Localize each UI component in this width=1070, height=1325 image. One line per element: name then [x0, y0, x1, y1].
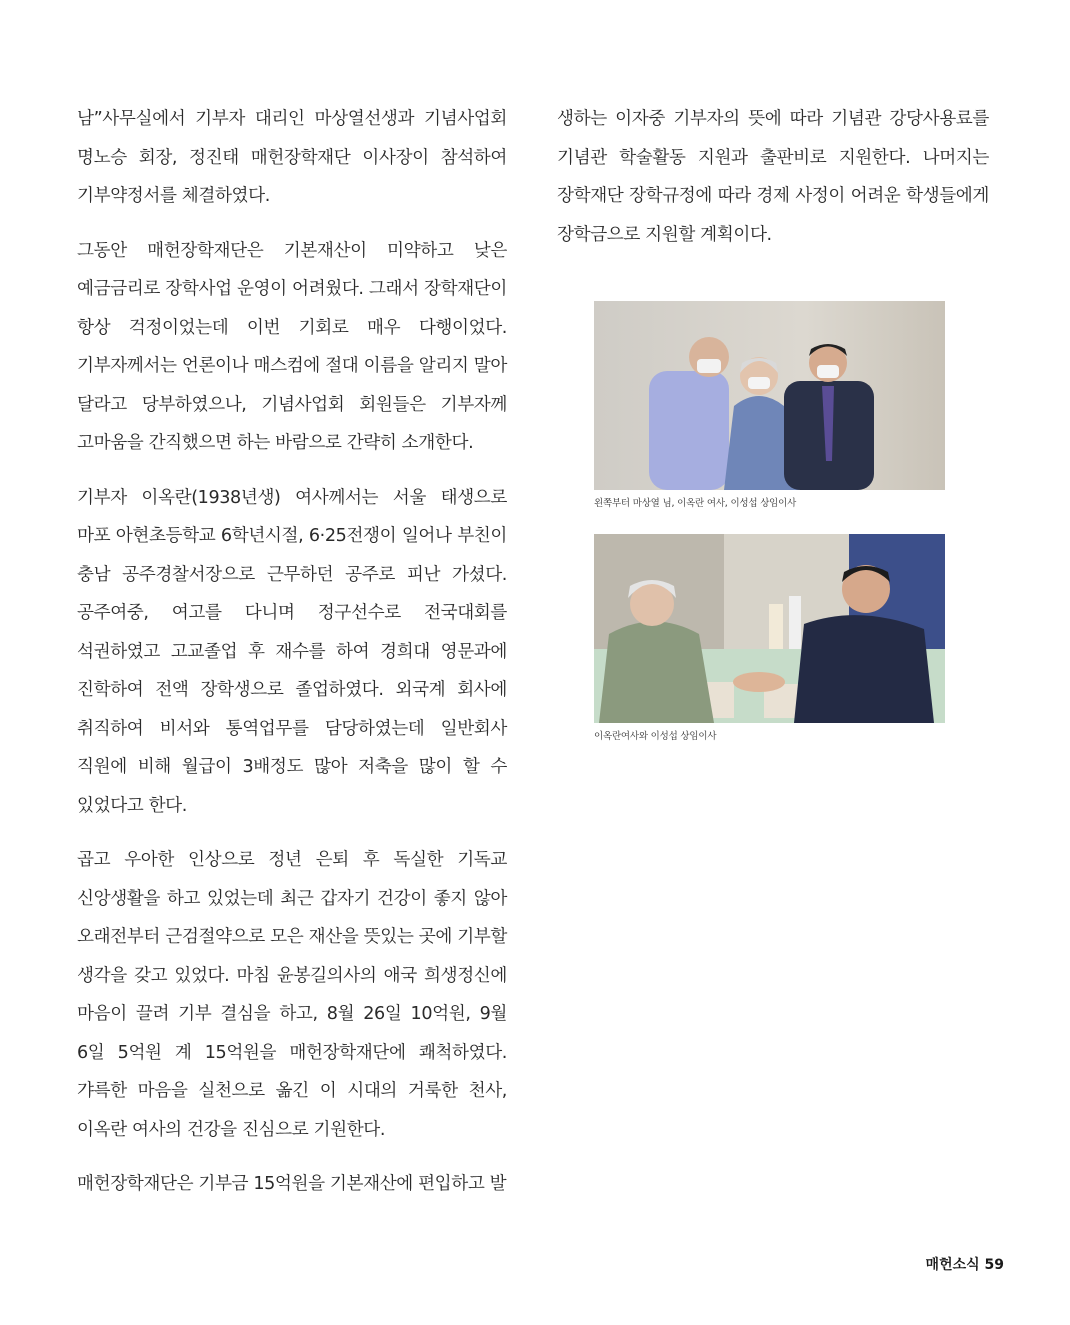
right-column: [557, 100, 989, 270]
photo-caption: 이옥란여사와 이성섭 상임이사: [594, 731, 717, 742]
article-paragraph: 곱고 우아한 인상으로 정년 은퇴 후 독실한 기독교 신앙생활을 하고 있었는데 최근 갑자기 건강이 좋지 않아 오래전부터 근검절약으로 모은 재산을 뜻있는 곳에 기부할 생각을 갖고 있었다. 마침 윤봉길의사의 애국 희생정신에 마음이 끌려 기부 결심을 하고, 8월 26일 10억원, 9월 6일 5억원 계 15억원을 매헌장학재단에 쾌척하였다. 갸륵한 마음을 실천으로 옮긴 이 시대의 거룩한 천사, 이옥란 여사의 건강을 진심으로 기원한다.: [77, 850, 507, 1140]
article-paragraph: 남”사무실에서 기부자 대리인 마상열선생과 기념사업회 명노승 회장, 정진태 매헌장학재단 이사장이 참석하여 기부약정서를 체결하였다.: [77, 109, 507, 206]
page-footer: 매헌소식 59: [925, 1257, 1004, 1273]
left-column: [77, 100, 507, 1220]
article-paragraph: 그동안 매헌장학재단은 기본재산이 미약하고 낮은 예금금리로 장학사업 운영이 어려웠다. 그래서 장학재단이 항상 걱정이었는데 이번 기회로 매우 다행이었다. 기부자께서는 언론이나 매스컴에 절대 이름을 알리지 말아 달라고 당부하였으나, 기념사업회 회원들은 기부자께 고마움을 간직했으면 하는 바람으로 간략히 소개한다.: [77, 240, 507, 453]
article-paragraph: 기부자 이옥란(1938년생) 여사께서는 서울 태생으로 마포 아현초등학교 6학년시절, 6·25전쟁이 일어나 부친이 충남 공주경찰서장으로 근무하던 공주로 피난 가셨다. 공주여중, 여고를 다니며 정구선수로 전국대회를 석권하였고 고교졸업 후 재수를 하여 경희대 영문과에 진학하여 전액 장학생으로 졸업하였다. 외국계 회사에 취직하여 비서와 통역업무를 담당하였는데 일반회사 직원에 비해 월급이 3배정도 많아 저축을 많이 할 수 있었다고 한다.: [77, 487, 507, 816]
article-paragraph: 생하는 이자중 기부자의 뜻에 따라 기념관 강당사용료를 기념관 학술활동 지원과 출판비로 지원한다. 나머지는 장학재단 장학규정에 따라 경제 사정이 어려운 학생들에게 장학금으로 지원할 계획이다.: [557, 109, 989, 245]
photo-handshake: [594, 534, 945, 723]
article-paragraph: 매헌장학재단은 기부금 15억원을 기본재산에 편입하고 발: [77, 1174, 507, 1194]
photo-caption: 왼쪽부터 마상열 님, 이옥란 여사, 이성섭 상임이사: [594, 498, 797, 509]
photo-three-people: [594, 301, 945, 490]
